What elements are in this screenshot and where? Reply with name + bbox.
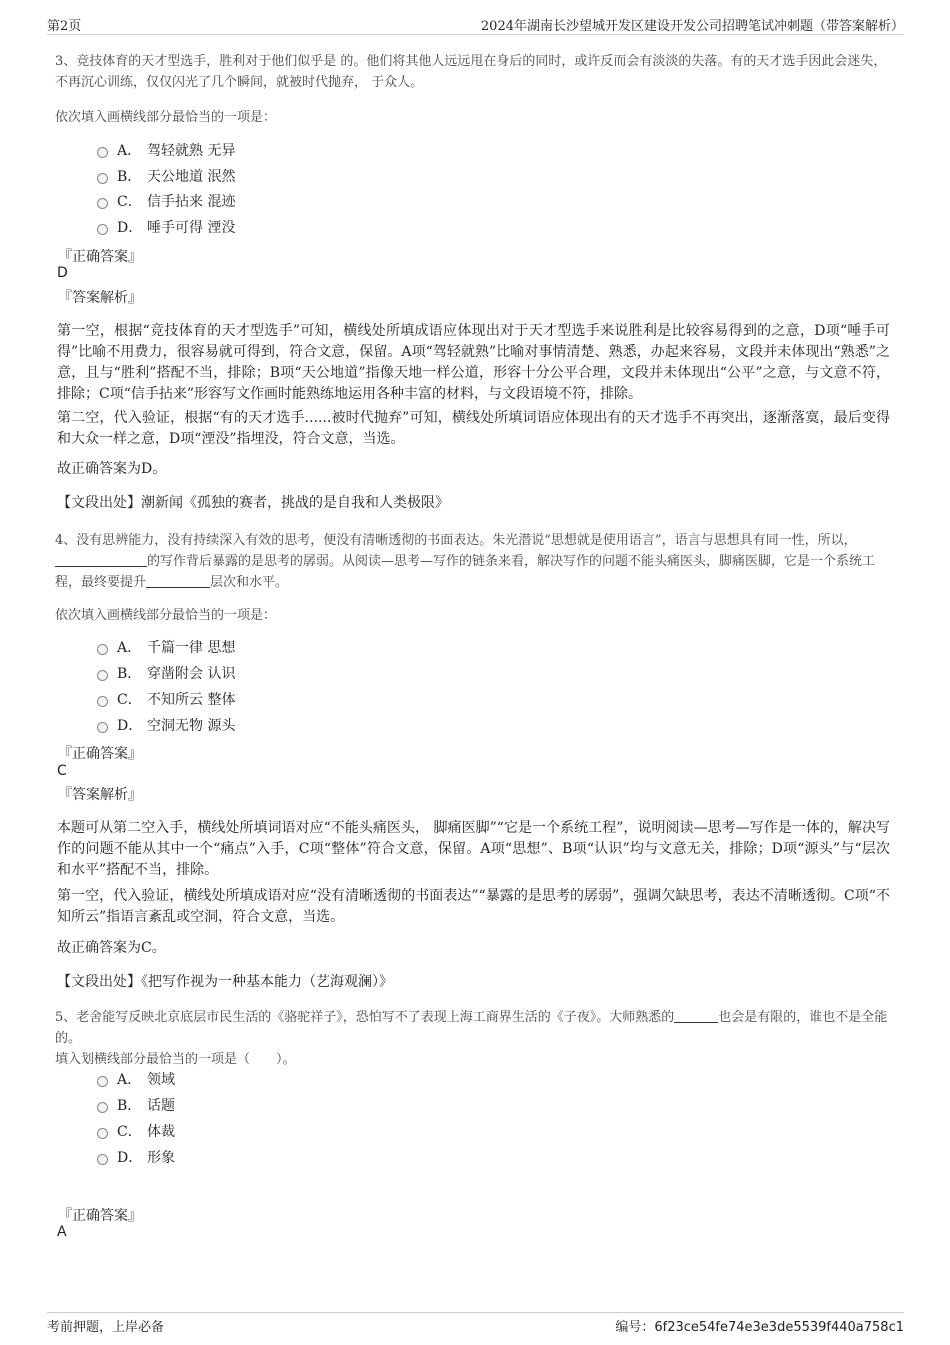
radio-icon[interactable] [97,1154,108,1165]
document-title: 2024年湖南长沙望城开发区建设开发公司招聘笔试冲刺题（带答案解析） [480,19,904,34]
question-5-instruction: 填入划横线部分最恰当的一项是（ ）。 [55,1052,296,1067]
question-4-stem: 4、没有思辨能力，没有持续深入有效的思考，便没有清晰透彻的书面表达。朱光潜说“思想就是使用语言”，语言与思想具有同一性，所以，的写作背后暴露的是思考的孱弱。从阅读—思考—写作的链条来看，解决写作的问题不能头痛医头，脚痛医脚，它是一个系统工程，最终要提升 层次和水平。 [55,533,876,590]
question-4-instruction: 依次填入画横线部分最恰当的一项是： [55,608,277,623]
radio-icon[interactable] [97,1128,108,1139]
q4-conclusion: 故正确答案为C。 [57,940,166,956]
question-3-instruction: 依次填入画横线部分最恰当的一项是： [55,110,277,125]
q3-conclusion: 故正确答案为D。 [57,461,167,477]
q3-analysis-p1: 第一空，根据“竞技体育的天才型选手”可知，横线处所填成语应体现出对于天才型选手来说胜利是比较容易得到的之意，D项“唾手可得”比喻不用费力，很容易就可得到，符合文意，保留。A项“驾轻就熟”比喻对事情清楚、熟悉，办起来容易，文段并未体现出“熟悉”之意，且与“胜利”搭配不当，排除；B项“天公地道”指像天地一样公道，形容十分公平合理，文段并未体现出“公平”之意，与文意不符，排除；C项“信手拈来”形容写文作画时能熟练地运用各种丰富的材料，与文段语境不符，排除。 [57,323,890,402]
q4-analysis-label: 『答案解析』 [58,787,142,803]
q3-analysis-label: 『答案解析』 [58,290,142,306]
q4-answer: C [57,763,67,779]
radio-icon[interactable] [97,224,108,235]
radio-icon[interactable] [97,644,108,655]
q5-answer: A [57,1224,67,1240]
q3-source: 【文段出处】潮新闻《孤独的赛者，挑战的是自我和人类极限》 [57,495,449,511]
q5-option-a[interactable]: A． 领域 [97,1070,175,1090]
radio-icon[interactable] [97,670,108,681]
q4-answer-label: 『正确答案』 [58,746,142,762]
radio-icon[interactable] [97,147,108,158]
q5-option-b[interactable]: B． 话题 [97,1096,175,1116]
radio-icon[interactable] [97,1102,108,1113]
radio-icon[interactable] [97,1076,108,1087]
q4-source: 【文段出处】《把写作视为一种基本能力（艺海观澜）》 [57,974,393,990]
radio-icon[interactable] [97,722,108,733]
page-footer [47,1312,904,1335]
document-code: 编号：6f23ce54fe74e3e3de5539f440a758c1 [615,1320,904,1335]
q3-analysis-p2: 第二空，代入验证，根据“有的天才选手......被时代抛弃”可知，横线处所填词语应体现出有的天才选手不再突出，逐渐落寞，最后变得和大众一样之意，D项“湮没”指埋没，符合文意，当选。 [57,410,890,447]
q5-option-d[interactable]: D． 形象 [97,1148,175,1168]
q5-answer-label: 『正确答案』 [58,1208,142,1224]
q3-option-b[interactable]: B． 天公地道 泯然 [97,167,235,187]
page-header [47,14,904,35]
radio-icon[interactable] [97,198,108,209]
question-5-stem: 5、老舍能写反映北京底层市民生活的《骆驼祥子》，恐怕写不了表现上海工商界生活的《子夜》。大师熟悉的 也会是有限的，谁也不是全能的。 [55,1010,888,1046]
q4-option-c[interactable]: C． 不知所云 整体 [97,690,235,710]
question-3-stem: 3、竞技体育的天才型选手，胜利对于他们似乎是 的。他们将其他人远远甩在身后的同时，或许反而会有淡淡的失落。有的天才选手因此会迷失，不再沉心训练，仅仅闪光了几个瞬间，就被时代抛弃， 于众人。 [55,54,887,90]
q4-analysis-p2: 第一空，代入验证，横线处所填成语对应“没有清晰透彻的书面表达”“暴露的是思考的孱弱”，强调欠缺思考，表达不清晰透彻。C项“不知所云”指语言紊乱或空洞，符合文意，当选。 [57,888,890,925]
q3-option-a[interactable]: A． 驾轻就熟 无异 [97,141,235,161]
q4-option-d[interactable]: D． 空洞无物 源头 [97,716,235,736]
radio-icon[interactable] [97,696,108,707]
q4-analysis-p1: 本题可从第二空入手，横线处所填词语对应“不能头痛医头， 脚痛医脚”“它是一个系统工程”，说明阅读—思考—写作是一体的，解决写作的问题不能从其中一个“痛点”入手，C项“整体”符合文意，保留。A项“思想”、B项“认识”均与文意无关，排除；D项“源头”与“层次和水平”搭配不当，排除。 [57,820,890,878]
fill-blank [55,552,147,567]
radio-icon[interactable] [97,173,108,184]
fill-blank [146,573,210,588]
page-number: 第2页 [47,19,82,34]
q4-option-b[interactable]: B． 穿凿附会 认识 [97,664,235,684]
q4-option-a[interactable]: A． 千篇一律 思想 [97,638,235,658]
q3-answer-label: 『正确答案』 [58,249,142,265]
q3-answer: D [57,265,68,281]
q3-option-d[interactable]: D． 唾手可得 湮没 [97,218,235,238]
q5-option-c[interactable]: C． 体裁 [97,1122,175,1142]
q3-option-c[interactable]: C． 信手拈来 混迹 [97,192,235,212]
footer-slogan: 考前押题，上岸必备 [47,1320,165,1335]
fill-blank [674,1008,718,1023]
